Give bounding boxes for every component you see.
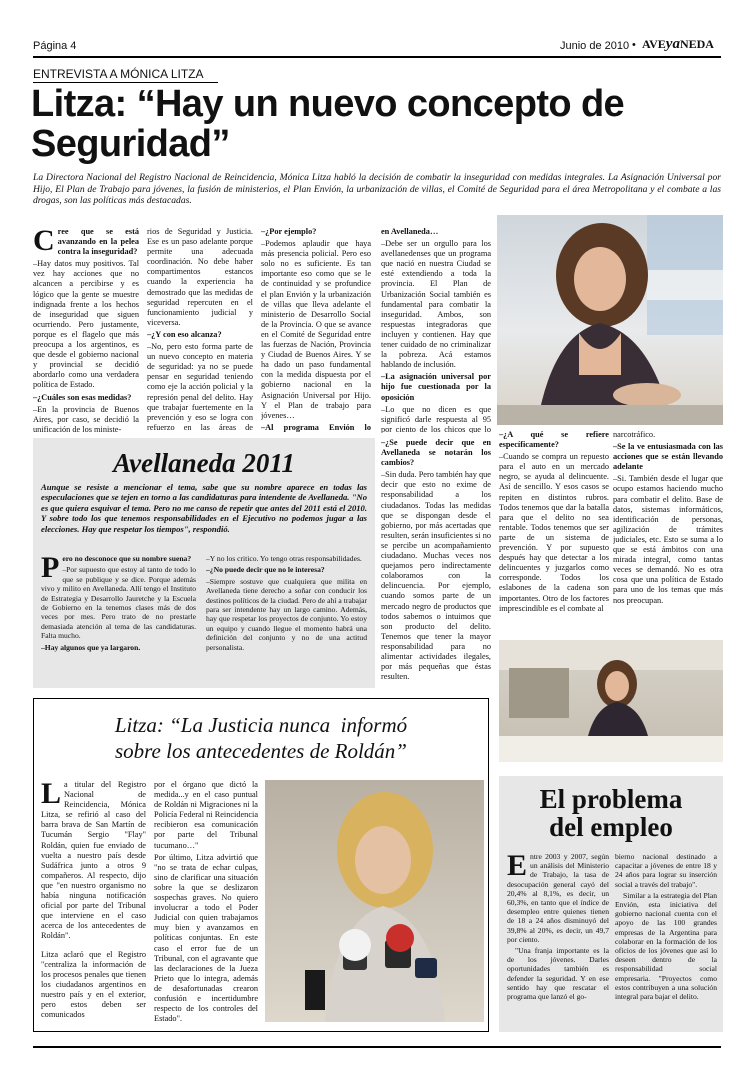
interview-column-4 (381, 227, 491, 433)
issue-date: Junio de 2010 (560, 40, 630, 52)
answer-presencia-policial: –Podemos aplaudir que haya más presencia policial. Pero eso solo no es suficiente. Es tan importante eso como que se le de continuidad y se profundice el plan Envión y la urbanización de villas que lleva adelante el ministerio de Desarrollo Social de la Provincia. O que se avance en el Comité de Seguridad entre las fuerzas de Nación, Provincia y Ciudad de Buenos Aires. Y se ha dado un paso fundamental con la medida dispuesta por el gobierno nacional en la Asignación Universal por Hijo. Y el Plan de trabajo para jóvenes… (261, 239, 371, 420)
empleo-text-3: bierno nacional destinado a capacitar a jóvenes de entre 18 y 24 años para lograr su inserción social a través del trabajo". (615, 852, 717, 889)
portrait-illustration (497, 215, 723, 425)
interview-column-6 (613, 430, 723, 650)
question-medidas: –¿Cuáles son esas medidas? (33, 392, 132, 402)
answer-sostuve: –Siempre sostuve que cualquiera que milita en Avellaneda tiene derecho a soñar con conducir los destinos políticos de la ciudad. Pero de ahí a trabajar para ser intendente hay un largo camino. Además, hay que respetar los proyectos de conjunto. Yo estoy un equipo y cuando llegue el momento habrá una definición del conjunto y no de una actitud personalista. (206, 576, 367, 652)
answer-ministerios: rios de Seguridad y Justicia. Ese es un paso adelante porque permite una adecuada coordinación. No debe haber compartimentos estancos cuando la experiencia ha demostrado que las medidas de seguridad repercuten en el funcionamiento judicial y viceversa. (147, 227, 253, 327)
logo-mid: ya (665, 36, 680, 52)
interview-column-3 (261, 227, 371, 433)
header-rule (33, 56, 721, 58)
interview-column-4b (381, 438, 491, 688)
question-envion: –Al programa Envión lo (261, 422, 371, 432)
footer-rule (33, 1046, 721, 1048)
empleo-column-1 (507, 852, 609, 1026)
question-ejemplo: –¿Por ejemplo? (261, 227, 317, 236)
answer-tambien: –Si. También desde el lugar que ocupo estamos haciendo mucho para combatir el delito. Base de datos, sistemas informáticos, identificación de personas, agilización de trámites judiciales, etc. Esto se suma a lo que se está ámbitos con una mirada integral, como tantas veces se demandó. No es otra cosa que una política de Estado para uno de los temas que más nos preocupan. (613, 474, 723, 605)
avellaneda-lead: Aunque se resiste a mencionar el tema, sabe que su nombre aparece en todas las especulaciones que se tejen en torno a las candidaturas para intendente de Avellaneda. "No es que quiera esquivar el tema. Pero no me canso de repetir que antes del 2011 está el 2010. Y sobre todo los que tenemos responsabilidades en el Ejecutivo no podemos jugar a las elecciones. Hay que respetar los tiempos", respondió. (41, 482, 367, 534)
empleo-title-line1: El problema (539, 784, 683, 814)
answer-datos-positivos: –Hay datos muy positivos. Tal vez hay acciones que no alcancen a percibirse y es lógico que la gente se muestre indignada frente a los hechos de inseguridad que siguen ocurriendo. Pero justamente, porque es el flagelo que más preocupa a los argentinos, es que desde el gobierno nacional y provincial se decidió abordarlo como una verdadera política de Estado. (33, 259, 139, 390)
question-interesa: –¿No puede decir que no le interesa? (206, 565, 325, 575)
dropcap-c: C (33, 227, 55, 257)
justicia-text-2: Litza aclaró que el Registro "centraliza la información de los procesos penales que tienen los ciudadanos argentinos en nuestro país y en el exterior, pero estos deben ser comunicados (41, 949, 146, 1020)
empleo-text-2: "Una franja importante es la de los jóvenes. Darles oportunidades también es defender la seguridad. Y en ese sentido hay que rescatar el programa que lanzó el go- (507, 946, 609, 1002)
dropcap-e: E (507, 852, 528, 882)
answer-nuevo-concepto: –No, pero esto forma parte de un nuevo concepto en materia de seguridad: ya no se puede pensar en seguridad teniendo como eje la acción policial y la represión penal del delito. Hay que trabajar fuertemente en la prevención y eso se logra con refuerzo en las áreas de (147, 342, 253, 432)
justicia-text-1: a titular del Registro Nacional de Reincidencia, Mónica Litza, se refirió al caso del barra brava de San Martín de Tucumán Sergio "Flay" Roldán, quien fue enviado de vuelta a nuestro país desde Sudáfrica junto a otros 9 compañeros. Al respecto, dijo que "en nuestro organismo no había ninguna notificación oficial por parte del Tribunal que interviene en el caso acerca de los antecedentes de Roldán". (41, 780, 146, 941)
desk-illustration (499, 640, 723, 762)
press-illustration (265, 780, 484, 1022)
section-label: ENTREVISTA A MÓNICA LITZA (33, 67, 204, 81)
question-avellaneda: en Avellaneda… (381, 227, 439, 236)
question-asignacion: –La asignación universal por hijo fue cuestionada por la oposición (381, 372, 491, 402)
question-alcanza: –¿Y con eso alcanza? (147, 329, 222, 339)
litza-portrait-photo (497, 215, 723, 425)
answer-al-tanto: –Por supuesto que estoy al tanto de todo lo que se publique y se dice. Porque además vivo y milito en Avellaneda. Allí tengo el Instituto de Estrategia y Desarrollo Jauretche y la Escuela de Gobierno en la tenemos clases más de dos veces por mes. Pero trato de no prestarle demasiada atención al tema de las candidaturas. Falta mucho. (41, 565, 196, 641)
avellaneda-2011-title: Avellaneda 2011 (113, 448, 295, 478)
litza-desk-photo (499, 640, 723, 762)
answer-provincia: –En la provincia de Buenos Aires, por caso, se decidió la unificación de los ministe- (33, 404, 139, 433)
justicia-title-line2: sobre los antecedentes de Roldán” (114, 739, 407, 763)
answer-sin-duda: –Sin duda. Pero también hay que decir que esto no exime de responsabilidad a los ciudadanos. Todas las medidas que se dispongan desde el gobierno, por más acertadas que resulten, serán insuficientes si no se percibe un acompañamiento ciudadano. Muchas veces nos quejamos pero indirectamente colaboramos con la delincuencia. Por ejemplo, cuando somos parte de un mercado negro de productos que todos sabemos o intuimos que son producto del delito. Tenemos que tener la mayor responsabilidad para no alimentar actividades ilegales, por más pequeñas que éstas resulten. (381, 470, 491, 682)
masthead-logo (642, 36, 714, 53)
avellaneda-column-2 (206, 554, 367, 682)
empleo-text-4: Similar a la estrategia del Plan Envión, esta iniciativa del gobierno nacional cuenta con el apoyo de las 100 grandes empresas de la Argentina para colaborar en la formación de los oficios de los jóvenes que así lo deseen dentro de la responsabilidad social empresaria. "Proyectos como estos contribuyen a una solución integral para bajar el delito. (615, 890, 717, 1002)
answer-repuesto: –Cuando se compra un repuesto para el auto en un mercado negro, se ayuda al delincuente. Así de sencillo. Y esos casos se repiten en distintos rubros. Todos tenemos que dar la batalla para que el delito no sea rentable. Todos tenemos que ser parte de un sistema de prevención. Y por supuesto después hay que detectar a los delincuentes y juzgarlos como corresponde. Todos los eslabones de la cadena son importantes. Otro de los factores imprescindible es el combate al (499, 452, 609, 613)
justicia-column-2 (154, 780, 258, 1026)
answer-no-critico: –Y no los critico. Yo tengo otras responsabilidades. (206, 554, 362, 563)
question-nombre-suena: ero no desconoce que su nombre suena? (62, 554, 192, 563)
interview-column-2 (147, 227, 253, 433)
answer-asignacion: –Lo que no dicen es que significó darle respuesta al 95 por ciento de los chicos que lo (381, 404, 491, 433)
justicia-title-line1: Litza: “La Justicia nunca informó (114, 713, 408, 737)
question-largaron: –Hay algunos que ya largaron. (41, 642, 141, 652)
page-number: Página 4 (33, 40, 77, 52)
logo-right: NEDA (679, 37, 714, 51)
question-inseguridad: ree que se está avanzando en la pelea contra la inseguridad? (57, 227, 139, 257)
empleo-column-2 (615, 852, 717, 1026)
interview-column-1 (33, 227, 139, 433)
question-especificamente: –¿A qué se refiere específicamente? (499, 430, 609, 450)
page-headline-line2: Seguridad” (31, 123, 230, 165)
header-bullet: • (632, 39, 636, 51)
justicia-column-1 (41, 780, 146, 1026)
page-headline-line1: Litza: “Hay un nuevo concepto de (31, 83, 625, 125)
interview-column-5 (499, 430, 609, 650)
avellaneda-column-1 (41, 554, 196, 682)
question-entusiasmada: –Se la ve entusiasmada con las acciones que se están llevando adelante (613, 442, 723, 472)
dropcap-l: L (41, 780, 62, 810)
press-microphones-photo (265, 780, 484, 1022)
question-cambios: –¿Se puede decir que en Avellaneda se notarán los cambios? (381, 438, 491, 468)
justicia-text-3: por el órgano que dictó la medida...y en el caso puntual de Roldán ni Migraciones ni la Policía Federal ni Reincidencia recibieron esa comunicación por parte del Tribunal tucumano…" (154, 780, 258, 850)
answer-orgullo: –Debe ser un orgullo para los avellanedenses que un programa que nació en nuestra Ciudad se esté extendiendo a toda la provincia. El Plan de Urbanización Social también es fundamental para combatir la inseguridad. Ambos, son respuestas integradoras que incluyen y contienen. Hay que tener cuidado de no criminalizar la pobreza. Acá estamos hablando de inclusión. (381, 239, 491, 370)
lead-paragraph: La Directora Nacional del Registro Nacional de Reincidencia, Mónica Litza habló la decisión de combatir la inseguridad con medidas integrales. La Asignación Universal por Hijo, El Plan de Trabajo para jóvenes, la fusión de ministerios, el Plan Envión, la urbanización de villas, el Comité de Seguridad para el área Metropolitana y el combate a las drogas, son las políticas más destacadas. (33, 172, 721, 207)
justicia-text-4: Por último, Litza advirtió que "no se trata de echar culpas, sino de clarificar una situación sobre la que se deslizaron sospechas graves. No quiero involucrar a todo el Poder Judicial con quien trabajamos muy bien y avanzamos en políticas conjuntas. En este caso el error fue de un Tribunal, con el agravante que las declaraciones de la Jueza Prieto que lo integra, además de desafortunadas crearon confusión e incertidumbre respecto de los controles del Estado". (154, 852, 258, 1024)
empleo-title-line2: del empleo (549, 812, 673, 842)
empleo-text-1: ntre 2003 y 2007, según un análisis del Ministerio de Trabajo, la tasa de desocupación general cayó del 20,4% al 8,1%, es decir, un 60,3%, en tanto que el índice de desempleo entre quienes tienen de 18 a 24 años disminuyó del 39,8% al 20%, es decir, un 49,7 por ciento. (507, 852, 609, 944)
answer-narcotrafico: narcotráfico. (613, 430, 656, 439)
dropcap-p: P (41, 554, 60, 584)
logo-left: AVE (642, 37, 666, 51)
